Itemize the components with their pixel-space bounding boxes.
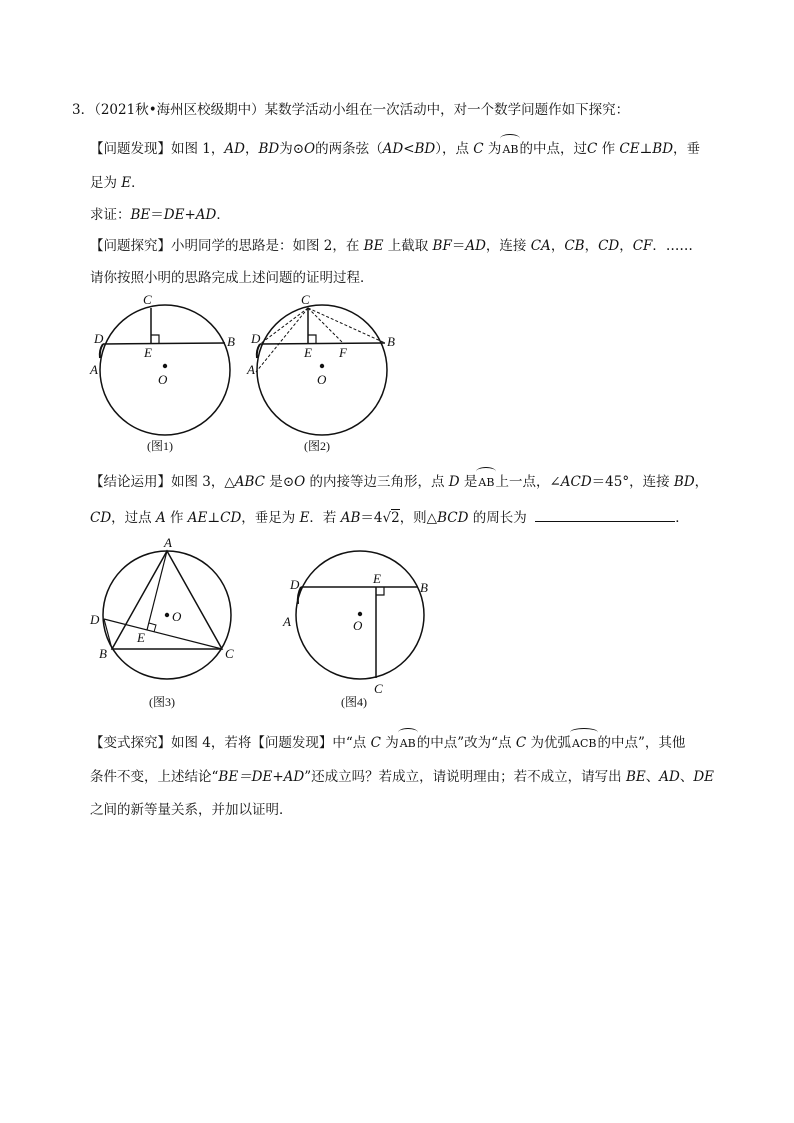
text: ＝ <box>360 510 374 526</box>
text: ． <box>216 207 230 223</box>
var: BCD <box>437 510 469 526</box>
text: 、 <box>679 769 694 785</box>
fig4-label-d: D <box>290 577 300 592</box>
discovery-line-1 <box>90 139 700 160</box>
var: BD <box>414 141 436 157</box>
problem-number: 3． <box>72 102 95 118</box>
text: ＝45°，连接 <box>591 474 674 490</box>
text: 是 <box>459 474 478 490</box>
figures-3-4 <box>85 535 445 715</box>
fig3-label-o: O <box>172 609 182 624</box>
fig2-segment-cd <box>260 308 308 344</box>
arc-acb: ACB <box>571 734 597 754</box>
text: ⊥ <box>639 141 653 157</box>
text: ＝ <box>150 207 164 223</box>
fig3-label-e: E <box>137 630 145 645</box>
text: ，连接 <box>485 238 531 254</box>
circle-symbol: ⊙ <box>292 141 305 157</box>
fig2-circle <box>257 305 387 435</box>
fig1-label-o: O <box>158 372 168 387</box>
var: AB <box>340 510 361 526</box>
fig1-circle <box>100 305 230 435</box>
arc-ab: AB <box>501 140 519 160</box>
prove-line <box>90 205 230 225</box>
fig3-label-d: D <box>90 612 100 627</box>
text: ．…… <box>652 238 693 254</box>
fig3-triangle-abc <box>112 551 222 649</box>
fig3-caption: (图3) <box>149 695 175 709</box>
text: 的内接等边三角形，点 <box>305 474 449 490</box>
var: E <box>299 510 310 526</box>
var: AD <box>659 769 680 785</box>
discovery-line-2 <box>90 173 145 193</box>
fig1-label-b: B <box>227 334 235 349</box>
text: 上截取 <box>383 238 433 254</box>
var: CA <box>530 238 551 254</box>
var: DE <box>693 769 714 785</box>
text: 的中点”改为“点 <box>416 735 516 751</box>
var: E <box>121 175 132 191</box>
answer-blank[interactable] <box>535 507 675 522</box>
var: BD <box>652 141 674 157</box>
var: A <box>155 510 166 526</box>
fig3-label-c: C <box>225 646 234 661</box>
var: BE <box>625 769 646 785</box>
fig2-label-o: O <box>317 372 327 387</box>
variant-line-1 <box>90 733 685 754</box>
explore-heading: 【问题探究】 <box>90 238 171 254</box>
figure-3 <box>89 535 234 709</box>
var: C <box>586 141 598 157</box>
sqrt-arg: 2 <box>391 510 400 526</box>
arc-ab: AB <box>399 734 417 754</box>
variant-heading: 【变式探究】 <box>90 735 171 751</box>
fig1-label-c: C <box>143 292 152 307</box>
text: 、 <box>645 769 660 785</box>
fig1-label-a: A <box>90 362 98 377</box>
fig2-label-d: D <box>251 331 261 346</box>
fig1-right-angle <box>151 335 159 343</box>
fig2-label-c: C <box>301 292 310 307</box>
explore-line-2: 请你按照小明的思路完成上述问题的证明过程． <box>90 270 374 286</box>
figure-4 <box>282 551 428 709</box>
text: 小明同学的思路是：如图 2，在 <box>171 238 364 254</box>
text: 作 <box>597 141 620 157</box>
fig2-label-b: B <box>387 334 395 349</box>
figures-1-2 <box>85 288 415 458</box>
variant-line-2 <box>90 767 714 787</box>
text: 如图 3，△ <box>171 474 235 490</box>
text: ， <box>244 141 259 157</box>
var: CD <box>598 238 620 254</box>
text: 求证： <box>90 207 131 223</box>
text: ，则△ <box>399 510 438 526</box>
var: AD <box>224 141 245 157</box>
var: CD <box>220 510 242 526</box>
var: C <box>515 735 527 751</box>
fig2-label-f: F <box>339 345 347 360</box>
text: ，垂 <box>673 141 701 157</box>
apply-line-2 <box>90 507 689 528</box>
fig3-segment-cd <box>104 619 222 649</box>
problem-header <box>72 100 629 120</box>
fig4-caption: (图4) <box>341 695 367 709</box>
discovery-heading: 【问题发现】 <box>90 141 171 157</box>
fig1-chord-bd <box>103 343 225 344</box>
var: ACD <box>560 474 592 490</box>
fig4-label-e: E <box>373 571 381 586</box>
fig2-caption: (图2) <box>304 439 330 453</box>
text: 为优弧 <box>526 735 571 751</box>
text: ． <box>675 510 689 526</box>
variant-line-3: 之间的新等量关系，并加以证明． <box>90 802 293 818</box>
fig3-segment-ae <box>147 551 167 630</box>
text: 的中点，过 <box>519 141 587 157</box>
apply-heading: 【结论运用】 <box>90 474 171 490</box>
fig1-caption: (图1) <box>147 439 173 453</box>
var: C <box>370 735 381 751</box>
fig3-center-dot <box>165 613 169 617</box>
fig4-label-b: B <box>420 580 428 595</box>
text: ．若 <box>309 510 341 526</box>
circle-symbol: ⊙ <box>282 474 295 490</box>
var: CE <box>619 141 640 157</box>
var: ABC <box>234 474 266 490</box>
fig2-center-dot <box>320 364 324 368</box>
text: ． <box>131 175 145 191</box>
var: C <box>473 141 484 157</box>
fig2-segment-cb <box>308 308 385 343</box>
text: < <box>403 141 415 157</box>
problem-source: （2021秋•海州区校级期中） <box>94 102 265 118</box>
text: 的中点”，其他 <box>597 735 686 751</box>
text: 条件不变，上述结论“ <box>90 769 219 785</box>
sqrt-symbol: √ <box>382 510 392 526</box>
text: 为 <box>279 141 293 157</box>
text: 的两条弦（ <box>315 141 383 157</box>
apply-line-1 <box>90 472 708 493</box>
text: ，过点 <box>111 510 156 526</box>
fig4-right-angle <box>376 587 384 595</box>
text: 如图 1， <box>171 141 225 157</box>
explore-line-1: 【问题探究】小明同学的思路是：如图 2，在 BE 上截取 BF＝AD，连接 CA，CB，CD，CF．…… <box>90 238 693 254</box>
text: ＝ <box>451 238 466 254</box>
text: 为 <box>380 735 399 751</box>
text: 为 <box>483 141 502 157</box>
var: BD <box>258 141 280 157</box>
fig4-center-dot <box>358 612 362 616</box>
text: 如图 4，若将【问题发现】中“点 <box>171 735 371 751</box>
fig3-label-a: A <box>164 535 172 550</box>
var: CF <box>632 238 653 254</box>
text: ），点 <box>435 141 474 157</box>
text: 是 <box>265 474 283 490</box>
var: O <box>294 474 306 490</box>
fig2-right-angle <box>308 335 316 343</box>
var: AD <box>465 238 486 254</box>
fig2-label-e: E <box>304 345 312 360</box>
var: CD <box>90 510 112 526</box>
var: BE <box>130 207 151 223</box>
text: ⊥ <box>207 510 221 526</box>
problem-intro: 某数学活动小组在一次活动中，对一个数学问题作如下探究： <box>264 102 630 118</box>
fig2-segment-cf <box>308 308 343 343</box>
fig1-center-dot <box>163 364 167 368</box>
fig3-label-b: B <box>99 646 107 661</box>
text: 作 <box>165 510 188 526</box>
fig4-label-o: O <box>353 618 363 633</box>
fig2-label-a: A <box>247 362 255 377</box>
figure-1 <box>89 292 235 453</box>
text: 的周长为 <box>468 510 527 526</box>
text: 上一点，∠ <box>495 474 561 490</box>
var: DE+AD <box>163 207 217 223</box>
arc-ab: AB <box>477 473 495 493</box>
var: AD <box>382 141 404 157</box>
var: BE <box>363 238 384 254</box>
var: D <box>448 474 460 490</box>
var: CB <box>564 238 585 254</box>
fig1-label-e: E <box>144 345 152 360</box>
text: 足为 <box>90 175 122 191</box>
fig1-label-d: D <box>94 331 104 346</box>
text: ， <box>694 474 709 490</box>
fig4-label-a: A <box>283 614 291 629</box>
figure-2 <box>246 292 395 453</box>
text: 4 <box>373 510 383 526</box>
var: O <box>304 141 316 157</box>
var: AE <box>187 510 208 526</box>
fig4-label-c: C <box>374 681 383 696</box>
var: BF <box>432 238 452 254</box>
text: ，垂足为 <box>241 510 300 526</box>
text: ”还成立吗？若成立，请说明理由；若不成立，请写出 <box>304 769 626 785</box>
var: BD <box>673 474 695 490</box>
var: BE＝DE+AD <box>218 769 305 785</box>
